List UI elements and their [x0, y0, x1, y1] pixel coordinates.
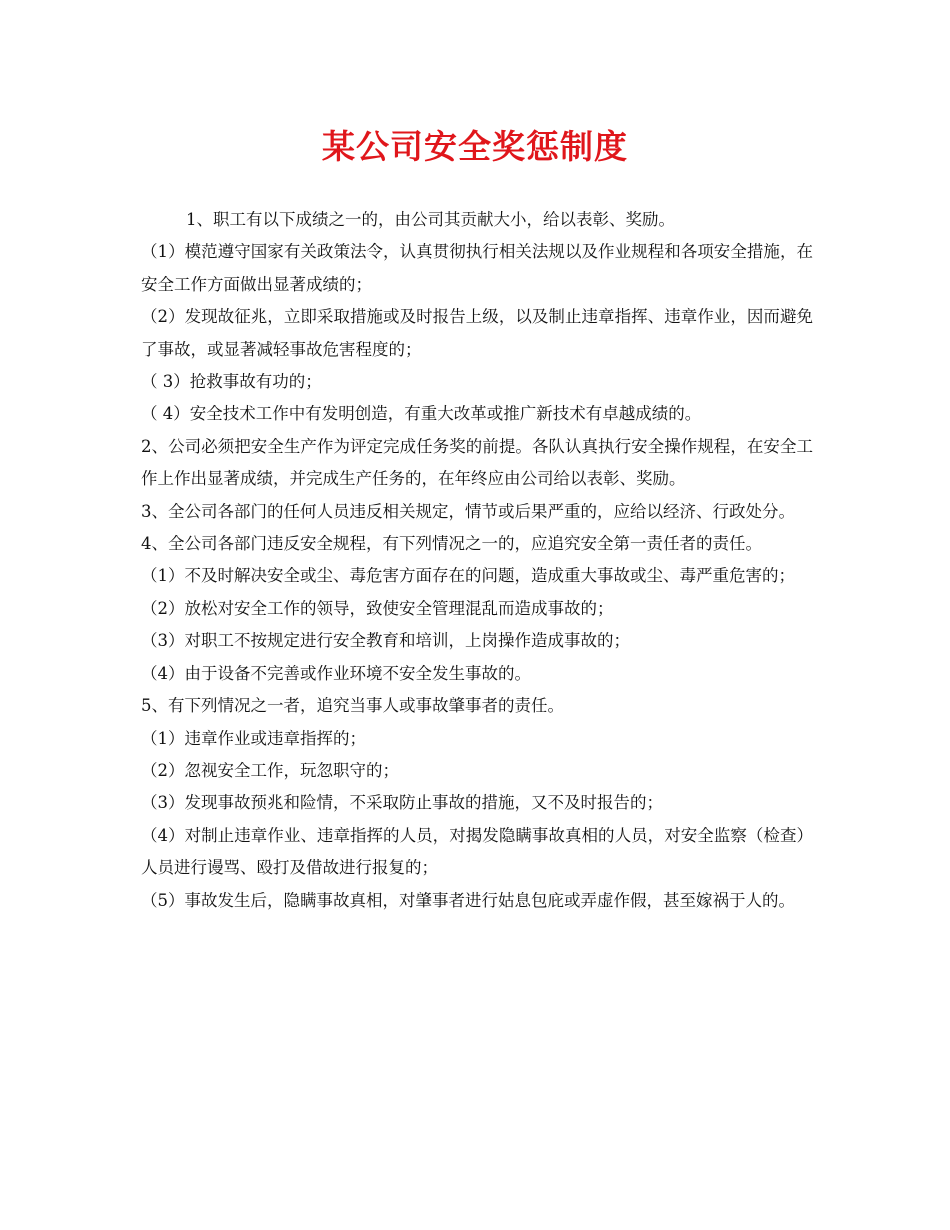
- paragraph-5-item-5: （5）事故发生后，隐瞒事故真相，对肇事者进行姑息包庇或弄虚作假，甚至嫁祸于人的。: [141, 890, 795, 910]
- paragraph-1-item-2: （2）发现故征兆，立即采取措施或及时报告上级，以及制止违章指挥、违章作业，因而避免了事故，或显著减轻事故危害程度的；: [141, 307, 813, 359]
- document-body: [141, 204, 813, 917]
- paragraph-5-item-3: （3）发现事故预兆和险情，不采取防止事故的措施，又不及时报告的；: [141, 793, 663, 813]
- paragraph-4-item-1: （1）不及时解决安全或尘、毒危害方面存在的问题，造成重大事故或尘、毒严重危害的；: [141, 566, 795, 586]
- document-title: 某公司安全奖惩制度: [322, 127, 628, 166]
- paragraph-4-item-2: （2）放松对安全工作的领导，致使安全管理混乱而造成事故的；: [141, 598, 614, 618]
- paragraph-5-item-1: （1）违章作业或违章指挥的；: [141, 728, 366, 748]
- paragraph-1-item-1: （1）模范遵守国家有关政策法令，认真贯彻执行相关法规以及作业规程和各项安全措施，在安全工作方面做出显著成绩的；: [141, 242, 813, 294]
- paragraph-5-item-2: （2）忽视安全工作，玩忽职守的；: [141, 760, 399, 780]
- paragraph-4-item-4: （4）由于设备不完善或作业环境不安全发生事故的。: [141, 663, 531, 683]
- paragraph-1-item-4: （ 4）安全技术工作中有发明创造，有重大改革或推广新技术有卓越成绩的。: [141, 404, 702, 424]
- paragraph-2: 2、公司必须把安全生产作为评定完成任务奖的前提。各队认真执行安全操作规程，在安全工作上作出显著成绩，并完成生产任务的，在年终应由公司给以表彰、奖励。: [141, 436, 813, 489]
- paragraph-1: 1、职工有以下成绩之一的，由公司其贡献大小，给以表彰、奖励。: [186, 210, 675, 229]
- paragraph-4: 4、全公司各部门违反安全规程，有下列情况之一的，应追究安全第一责任者的责任。: [141, 534, 762, 554]
- paragraph-4-item-3: （3）对职工不按规定进行安全教育和培训，上岗操作造成事故的；: [141, 631, 630, 651]
- paragraph-1-item-3: （ 3）抢救事故有功的；: [141, 372, 322, 392]
- paragraph-5: 5、有下列情况之一者，追究当事人或事故肇事者的责任。: [141, 696, 564, 716]
- paragraph-5-item-4: （4）对制止违章作业、违章指挥的人员，对揭发隐瞒事故真相的人员，对安全监察（检查）人员进行谩骂、殴打及借故进行报复的；: [141, 825, 813, 878]
- paragraph-3: 3、全公司各部门的任何人员违反相关规定，情节或后果严重的，应给以经济、行政处分。: [141, 501, 795, 521]
